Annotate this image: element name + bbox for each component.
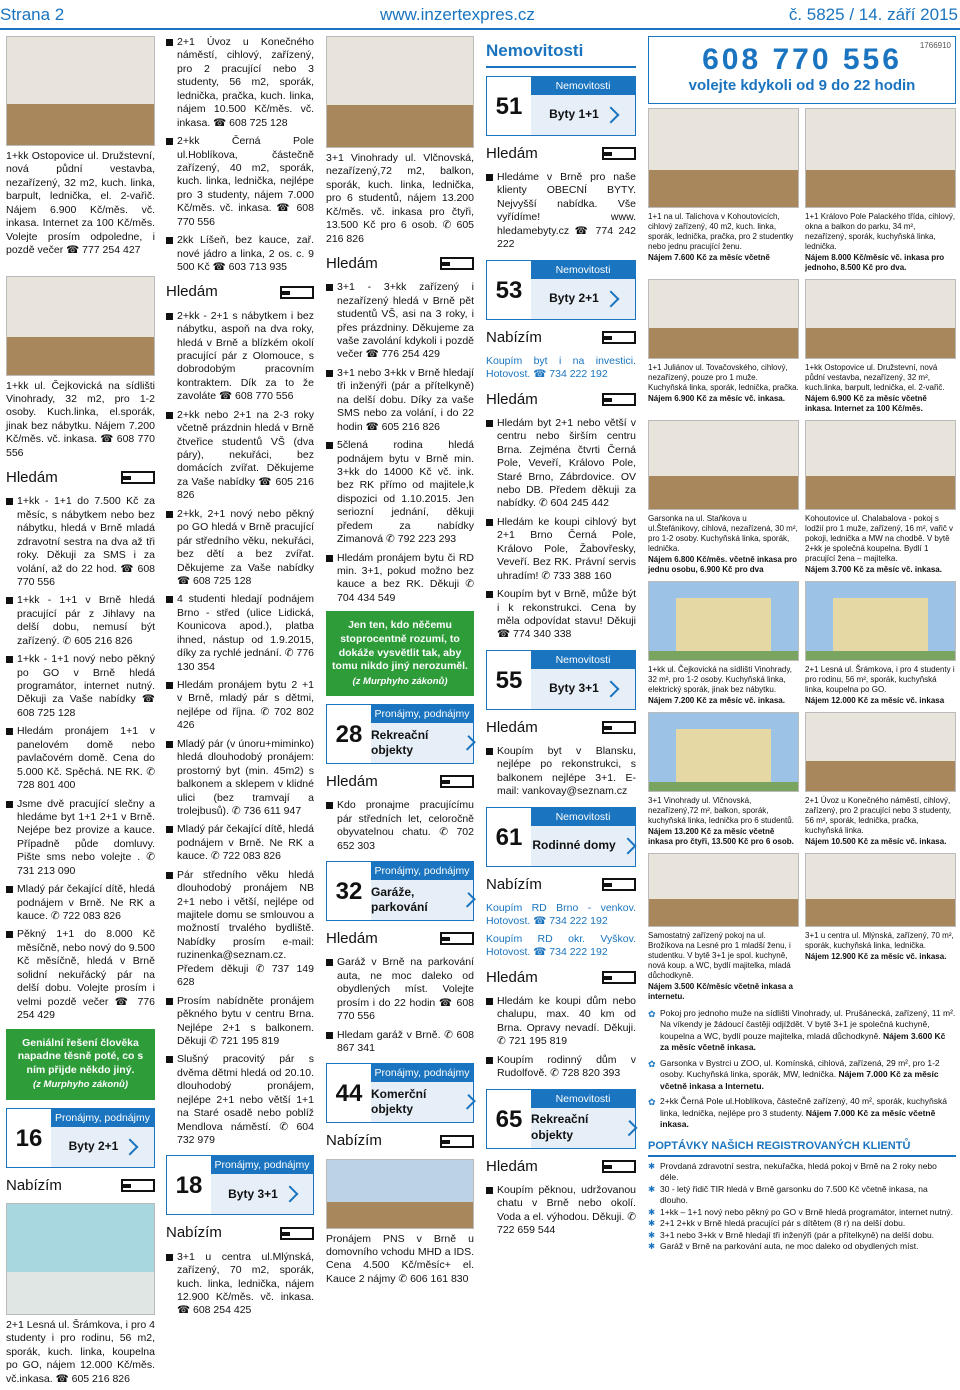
listing: Kohoutovice ul. Chalabalova - pokoj s lodžií pro 1 muže, zařízený, 16 m², vařič v pokoji, lednička a MW na chodbě. V bytě 2+kk je společná koupelna. Bydlí 1 pracující žena – majitelka. Nájem 3.700 Kč za měsíc vč. inkasa.: [805, 420, 956, 575]
classified-item: Jsme dvě pracující slečny a hledáme byt 1+1 2+1 v Brně. Nejépe bez provize a kauce. Případně půde domluvy. Pište sms nebo volejte . ✆ 731 213 090: [6, 798, 155, 879]
classified-item: Hledám pronájem bytu 2 +1 v Brně, mladý pár s dětmi, nejlépe od října. ✆ 702 802 426: [166, 679, 314, 733]
section-heading-nabizim: Nabízím: [166, 1223, 314, 1242]
listing-photo: [805, 420, 956, 510]
arrow-left-icon: [602, 971, 636, 984]
classified-item: Koupím pěknou, udržovanou chatu v Brně nebo okolí. Voda a el. výhodou. Děkuji. ✆ 722 659 544: [486, 1184, 636, 1238]
classified-item: Pěkný 1+1 do 8.000 Kč měsíčně, nebo nový do 9.500 Kč měsíčně, hledá v Brně solidní nekuřácký pár na delší dobu. Volejte prosím i velmi pozdě večer ☎ 776 254 429: [6, 928, 155, 1022]
classified-item: 3+1 nebo 3+kk v Brně hledají tři inženýři (pár a přítelkyně) na delší dobu. Díky za vaše SMS nebo za volání, i do 22 hodin ☎ 605 216 826: [326, 367, 474, 434]
website-url[interactable]: www.inzertexpres.cz: [380, 5, 535, 24]
room-photo: [326, 36, 474, 148]
listing: Garsonka na ul. Staňkova u ul.Štefánikovy, cihlová, nezařízená, 30 m², pro 1-2 osoby. Kuchyňská linka, sporák, lednička. Nájem 6.800 Kč/měs. včetně inkasa pro jednu osobu, 6.900 Kč pro dva: [648, 420, 799, 575]
kitchen-photo: [6, 276, 155, 376]
arrow-left-icon: [602, 393, 636, 406]
listing: Samostatný zařízený pokoj na ul. Brožíkova na Lesné pro 1 mladší ženu, i studentku. V bytě 3+1 je spol. kuchyně, nová koup. a WC, bydlí majitelka, mladá důchodkyně. Nájem 3.500 Kč/měsíc včetně inkasa a internetu.: [648, 853, 799, 1002]
listing: 1+1 Juliánov ul. Tovačovského, cihlový, nezařízený, pouze pro 1 muže. Kuchyňská linka, sporák, lednička, pračka. Nájem 6.900 Kč za měsíc vč. inkasa.: [648, 279, 799, 414]
agency-listings: [648, 108, 956, 1008]
list-item: ✿ Garsonka v Bystrci u ZOO, ul. Komínská, cihlová, zařízená, 29 m², pro 1-2 osoby. Kuchyňská linka, sporák, MW, lednička. Nájem 7.000 Kč za měsíc včetně inkasa a Internetu.: [648, 1058, 956, 1092]
category-banner: 61 Nemovitosti Rodinné domy: [486, 807, 636, 867]
section-heading-hledam: Hledám: [6, 468, 155, 487]
classified-item: 2+kk Černá Pole ul.Hoblíkova, částečně zařízený, 40 m2, sporák, kuch. linka, lednička, nejlépe pro 3 studenty, nájem 7.000 Kč/měs. vč. inkasa. ☎ 608 770 556: [166, 135, 314, 229]
quote-box: Jen ten, kdo něčemu stoprocentně rozumí, to dokáže vysvětlit tak, aby tomu nikdo jiný nerozuměl. (z Murphyho zákonů): [326, 611, 474, 696]
category-banner: 32 Pronájmy, podnájmy Garáže, parkování: [326, 861, 474, 921]
classified-item: Koupím byt v Brně, může být i k rekonstrukci. Cena by měla odpovídat stavu! Děkuji ☎ 774 340 338: [486, 588, 636, 642]
listing: 1+kk Ostopovice ul. Družstevní, nová půdní vestavba, nezařízený, 32 m², kuch.linka, barpult, lednička, el. 2-vařič. Nájem 6.900 Kč za měsíc včetně inkasa. Internet za 100 Kč/měs.: [805, 279, 956, 414]
section-heading-hledam: Hledám: [486, 144, 636, 163]
bathroom-photo: [6, 1203, 155, 1315]
request-item: ✱ 3+1 nebo 3+kk v Brně hledají tři inženýři (pár a přítelkyně) na delší dobu.: [648, 1230, 956, 1241]
list-item: ✿ Pokoj pro jednoho muže na sídlišti Vinohrady, ul. Prušánecká, zařízený, 11 m². Na víkendy je žádoucí častěji odjíždět. V bytě 3+1 je společná kuchyně, koupelna a WC, bydlí pouze majitelka, mladá důchodkyně. Nájem 3.600 Kč za měsíc včetně inkasa.: [648, 1008, 956, 1054]
classified-item: 3+1 u centra ul.Mlýnská, zařízený, 70 m2, sporák, kuch. linka, lednička, nájem 12.900 Kč/měs. vč. inkasa. ☎ 608 254 425: [166, 1251, 314, 1318]
page-header: [0, 0, 960, 30]
classified-item: Mladý pár (v únoru+miminko) hledá dlouhodobý pronájem: prostorný byt (min. 45m2) s balkonem a sklepem v klidné ulici (bez tramvají a trolejbusů). ✆ 736 611 947: [166, 738, 314, 819]
classified-item: 5člená rodina hledá podnájem bytu v Brně min. 3+kk do 14000 Kč vč. ink. bez RK přímo od majitele,k dispozici od 1.10.2015. Jen seriozní jednání, děkuji předem za nabídky Zimanová ✆ 792 223 293: [326, 439, 474, 547]
classified-item: 1+kk - 1+1 do 7.500 Kč za měsíc, s nábytkem nebo bez nábytku, hledá v Brně mladá zdravotní sestra na dva až tři roky. Děkuji za SMS i za volání, až do 22 hod. ☎ 608 770 556: [6, 495, 155, 589]
classified-item: Slušný pracovitý pár s dvěma dětmi hledá od 20.10. dlouhodobý pronájem, nejlépe 2+1 nebo větší 1+1 na Staré osadě nebo poblíž Mendlova náměstí. ✆ 604 732 979: [166, 1053, 314, 1147]
ad-text: Pronájem PNS v Brně u domovního vchodu MHD a IDS. Cena 4.500 Kč/měsíc+ el. Kauce 2 nájmy ✆ 606 161 830: [326, 1232, 474, 1285]
classified-item: Pár středního věku hledá dlouhodobý pronájem NB 2+1 nebo i větší, nejlépe od majitele domu se smlouvou a možností trvalého bydliště. Nabídky prosím e-mail: ruzinenka@seznam.cz. Předem děkuji ✆ 737 149 628: [166, 869, 314, 990]
ad-text: 2+1 Lesná ul. Šrámkova, i pro 4 studenty i pro rodinu, 56 m2, sporák, kuch. linka, koupelna po GO, nájem 12.000 Kč/měs. vč.inkasa. ☎ 605 216 826: [6, 1318, 155, 1385]
listing-photo: [648, 108, 799, 208]
section-heading-hledam: Hledám: [326, 254, 474, 273]
agency-list: [648, 1008, 956, 1131]
classified-item: 2+kk - 2+1 s nábytkem i bez nábytku, aspoň na dva roky, hledá v Brně a blízkém okolí pracující pár z Olomouce, s dobrodobým pracovním kontraktem. Dík za to že zavoláte ☎ 608 770 556: [166, 310, 314, 404]
listing-photo: [805, 279, 956, 359]
arrow-left-icon: [440, 775, 474, 788]
classified-item: Mladý pár čekající dítě, hledá podnájem v Brně. Ne RK a kauce. ✆ 722 083 826: [6, 883, 155, 923]
category-banner: 55 Nemovitosti Byty 3+1: [486, 650, 636, 710]
category-banner: 16 Pronájmy, podnájmy Byty 2+1: [6, 1108, 155, 1168]
classified-item: Mladý pár čekající dítě, hledá podnájem v Brně. Ne RK a kauce. ✆ 722 083 826: [166, 823, 314, 863]
listing: 1+1 Královo Pole Palackého třída, cihlový, okna a balkon do parku, 34 m², nezařízený, sporák, kuchyňská linka, lednička. Nájem 8.000 Kč/měsíc vč. inkasa pro jednoho, 8.500 Kč pro dva.: [805, 108, 956, 273]
arrow-right-icon: [440, 1135, 474, 1148]
section-heading-hledam: Hledám: [486, 968, 636, 987]
listing-photo: [648, 420, 799, 510]
classified-item: Koupím rodinný dům v Rudolfově. ✆ 728 820 393: [486, 1054, 636, 1081]
ad-text: 3+1 Vinohrady ul. Vlčnovská, nezařízený,72 m2, balkon, sporák, kuch. linka, lednička, pro 6 studentů, nájem 13.200 Kč/měs. vč. inkasa pro čtyři, 13.500 Kč pro 6 osob. ✆ 605 216 826: [326, 152, 474, 245]
section-heading-hledam: Hledám: [166, 282, 314, 301]
column-4: [486, 36, 636, 1242]
request-item: ✱ 30 - letý řidič TIR hledá v Brně garsonku do 7.500 Kč včetně inkasa, na dlouho.: [648, 1184, 956, 1207]
classified-item: Hledám pronájem bytu či RD min. 3+1, pokud možno bez kauce a bez RK. Děkuji ✆ 704 434 549: [326, 552, 474, 606]
list-item: ✿ 2+kk Černá Pole ul.Hoblíkova, částečně zařízený, 40 m², sporák, kuchyňská linka, lednička, nejlépe pro 3 studenty. Nájem 7.000 Kč za měsíc včetně inkasa.: [648, 1096, 956, 1130]
arrow-right-icon: [280, 1227, 314, 1240]
listing: 1+kk ul. Čejkovická na sídlišti Vinohrady, 32 m², pro 1-2 osoby. Kuchyňská linka, elektrický sporák, jinak bez nábytku. Nájem 7.200 Kč za měsíc vč. inkasa.: [648, 581, 799, 706]
category-banner: 51 Nemovitosti Byty 1+1: [486, 76, 636, 136]
column-5-agency: [648, 36, 956, 1253]
category-banner: 65 Nemovitosti Rekreační objekty: [486, 1089, 636, 1149]
header-rule: [0, 28, 960, 30]
classified-item: Hledáme v Brně pro naše klienty OBECNÍ BYTY. Nejvyšší nabídka. Vše vyřídíme! www. hledamebyty.cz ☎ 774 242 222: [486, 171, 636, 252]
section-title: Nemovitosti: [486, 36, 636, 68]
column-1: [6, 36, 155, 1390]
issue-date: č. 5825 / 14. září 2015: [788, 5, 958, 24]
classified-item: Hledám ke koupi dům nebo chalupu, max. 40 km od Brna. Opravy nevadí. Děkuji. ✆ 721 195 819: [486, 995, 636, 1049]
arrow-left-icon: [280, 286, 314, 299]
listing-photo: [805, 581, 956, 661]
classified-item: Koupím byt v Blansku, nejlépe po rekonstrukci, s balkonem nejlépe 3+1. E-mail: vankovay@seznam.cz: [486, 745, 636, 799]
section-heading-hledam: Hledám: [486, 390, 636, 409]
section-heading-nabizim: Nabízím: [6, 1176, 155, 1195]
section-heading-hledam: Hledám: [486, 1157, 636, 1176]
listing-photo: [805, 108, 956, 208]
category-banner: 18 Pronájmy, podnájmy Byty 3+1: [166, 1155, 314, 1215]
ad-text: Koupím RD okr. Vyškov. Hotovost. ☎ 734 222 192: [486, 932, 636, 959]
classified-item: 2kk Líšeň, bez kauce, zař. nové jádro a linka, 2 os. c. 9 500 Kč ☎ 603 713 935: [166, 234, 314, 274]
listing: 2+1 Úvoz u Konečného náměstí, cihlový, zařízený, pro 2 pracující nebo 3 studenty, 56 m², sporák, lednička, pračka, kuchyňská linka. Nájem 10.500 Kč za měsíc vč. inkasa.: [805, 712, 956, 847]
listing-photo: [805, 712, 956, 792]
ad-id: 1766910: [919, 41, 951, 50]
listing: 3+1 Vinohrady ul. Vlčnovská, nezařízený,72 m², balkon, sporák, kuchyňská linka, lednička pro 6 studentů. Nájem 13.200 Kč za měsíc včetně inkasa pro čtyři, 13.500 Kč pro 6 osob.: [648, 712, 799, 847]
request-item: ✱ 1+kk – 1+1 nový nebo pěkný po GO v Brně hledá programátor, internet nutný.: [648, 1207, 956, 1218]
classified-item: 2+kk nebo 2+1 na 2-3 roky včetně prázdnin hledá v Brně čtveřice studentů VŠ (dva páry), nekuřáci, bez domácích zvířat. Děkujeme za Vaše nabídky ☎ 605 216 826: [166, 409, 314, 503]
section-heading-hledam: Hledám: [486, 718, 636, 737]
arrow-left-icon: [121, 471, 155, 484]
request-item: ✱ Provdaná zdravotní sestra, nekuřačka, hledá pokoj v Brně na 2 roky nebo déle.: [648, 1161, 956, 1184]
listing-photo: [648, 712, 799, 792]
section-heading-nabizim: Nabízím: [486, 875, 636, 894]
agency-phone-box: [648, 36, 956, 104]
ad-text: 1+kk Ostopovice ul. Družstevní, nová půdní vestavba, nezařízený, 32 m2, kuch. linka, barpult, lednička, el. 2-vařič. Nájem 6.900 Kč/měs. vč. inkasa. Internet za 100 Kč/měs. Volejte prosím odpoledne, i pozdě večer ☎ 777 254 427: [6, 150, 155, 257]
listing: 1+1 na ul. Talichova v Kohoutovicích, cihlový zařízený, 40 m2, kuch. linka, sporák, lednička, pračka, pro 2 studentky nebo jednu pracující ženu. Nájem 7.600 Kč za měsíc včetně: [648, 108, 799, 273]
arrow-left-icon: [440, 932, 474, 945]
ad-text: 1+kk ul. Čejkovická na sídlišti Vinohrady, 32 m2, pro 1-2 osoby. Kuch.linka, el.sporák, jinak bez nábytku. Nájem 7.200 Kč/měs. vč. inkasa. ☎ 608 770 556: [6, 379, 155, 459]
classified-item: Hledám pronájem 1+1 v panelovém domě nebo pavlačovém domě. Cena do 5.000 Kč. Spěchá. NE RK. ✆ 728 801 400: [6, 725, 155, 792]
ad-text: Koupím RD Brno - venkov. Hotovost. ☎ 734 222 192: [486, 901, 636, 928]
category-banner: 44 Pronájmy, podnájmy Komerční objekty: [326, 1063, 474, 1123]
agency-hours: volejte kdykoli od 9 do 22 hodin: [688, 77, 916, 94]
classified-item: 3+1 - 3+kk zařízený i nezařízený hledá v Brně pět studentů VŠ, asi na 3 roky, i přes prázdniny. Děkujeme za vaše zavolání kdykoli i pozdě večer ☎ 776 254 429: [326, 281, 474, 362]
classified-item: Hledám ke koupi cihlový byt 2+1 Brno Černá Pole, Královo Pole, Žabovřesky, Veveří. Bez RK. Právní servis uhradím! ✆ 733 388 160: [486, 516, 636, 583]
classified-item: 1+kk - 1+1 nový nebo pěkný po GO v Brně hledá programátor, internet nutný. Děkuji za Vaše nabídky ☎ 608 725 128: [6, 653, 155, 720]
listing: 2+1 Lesná ul. Šrámkova, i pro 4 studenty i pro rodinu, 56 m², sporák, kuchyňská linka, koupelna po GO. Nájem 12.000 Kč za měsíc vč. inkasa: [805, 581, 956, 706]
arrow-left-icon: [602, 721, 636, 734]
arrow-right-icon: [602, 878, 636, 891]
listing-photo: [805, 853, 956, 927]
listing-photo: [648, 853, 799, 927]
section-heading-hledam: Hledám: [326, 772, 474, 791]
arrow-right-icon: [602, 331, 636, 344]
column-3: [326, 36, 474, 1290]
request-item: ✱ 2+1 2+kk v Brně hledá pracující pár s dítětem (8 r) na delší dobu.: [648, 1218, 956, 1229]
page-number: Strana 2: [0, 5, 65, 24]
arrow-left-icon: [602, 147, 636, 160]
category-banner: 28 Pronájmy, podnájmy Rekreační objekty: [326, 704, 474, 764]
classified-item: 1+kk - 1+1 v Brně hledá pracující pár z Jihlavy na delší dobu, nemusí být zařízený. ✆ 605 216 826: [6, 594, 155, 648]
arrow-right-icon: [121, 1179, 155, 1192]
kiosk-photo: [326, 1159, 474, 1229]
classified-item: Prosím nabídněte pronájem pěkného bytu v centru Brna. Nejlépe 2+1 s balkonem. Děkuji ✆ 721 195 819: [166, 995, 314, 1049]
arrow-left-icon: [602, 1160, 636, 1173]
classified-item: Garáž v Brně na parkování auta, ne moc daleko od obydlených míst. Volejte prosím i do 22 hodin ☎ 608 770 556: [326, 956, 474, 1023]
agency-phone[interactable]: 608 770 556: [702, 43, 902, 76]
arrow-left-icon: [440, 257, 474, 270]
apartment-photo: [6, 36, 155, 146]
section-heading-nabizim: Nabízím: [326, 1131, 474, 1150]
column-2: [166, 36, 314, 1323]
classified-item: 2+1 Úvoz u Konečného náměstí, cihlový, zařízený, pro 2 pracující nebo 3 studenty, 56 m2, sporák, lednička, pračka, kuch. linka, nájem 10.500 Kč/měs. vč. inkasa. ☎ 608 725 128: [166, 36, 314, 130]
classified-item: 4 studenti hledají podnájem Brno - střed (ulice Lidická, Kounicova apod.), platba ihned, nástup od 1.9.2015, díky za rychlé jednání. ✆ 776 130 354: [166, 593, 314, 674]
category-banner: 53 Nemovitosti Byty 2+1: [486, 260, 636, 320]
classified-item: Kdo pronajme pracujícímu pár středních let, celoročně obyvatelnou chatu. ✆ 702 652 303: [326, 799, 474, 853]
classified-item: Hledám byt 2+1 nebo větší v centru nebo širším centru Brna. Zejména čtvrti Černá Pole, Veveří, Královo Pole, Staré Brno, Zábrdovice. OV nebo DB. Předem děkuji za nabídky. ✆ 604 245 442: [486, 417, 636, 511]
section-heading-nabizim: Nabízím: [486, 328, 636, 347]
classified-item: Hledam garáž v Brně. ✆ 608 867 341: [326, 1029, 474, 1056]
request-item: ✱ Garáž v Brně na parkování auta, ne moc daleko od obydlených míst.: [648, 1241, 956, 1252]
listing: 3+1 u centra ul. Mlýnská, zařízený, 70 m², sporák, kuchyňská linka, lednička. Nájem 12.900 Kč za měsíc vč. inkasa.: [805, 853, 956, 1002]
listing-photo: [648, 279, 799, 359]
section-heading-hledam: Hledám: [326, 929, 474, 948]
quote-box: Geniální řešení člověka napadne těsně poté, co s ním přijde někdo jiný. (z Murphyho zákonů): [6, 1029, 155, 1100]
requests-title: POPTÁVKY NAŠICH REGISTROVANÝCH KLIENTŮ: [648, 1139, 956, 1157]
listing-photo: [648, 581, 799, 661]
classified-item: 2+kk, 2+1 nový nebo pěkný po GO hledá v Brně pracující pár středního věku, nekuřáci, bez dětí a bez zvířat. Děkujeme za Vaše nabídky ☎ 608 725 128: [166, 508, 314, 589]
ad-text: Koupím byt i na investici. Hotovost. ☎ 734 222 192: [486, 354, 636, 381]
